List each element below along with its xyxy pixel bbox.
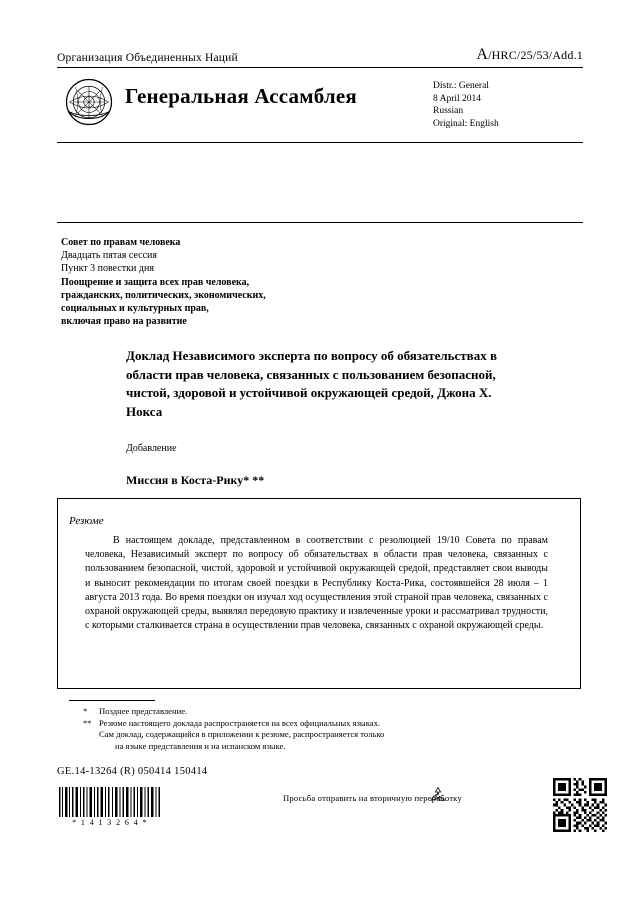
- footnotes: [83, 706, 543, 752]
- document-symbol: [476, 46, 583, 64]
- footnote-mark: **: [83, 717, 92, 728]
- summary-label: Резюме: [69, 515, 104, 527]
- header-rule-middle: [57, 142, 583, 143]
- document-symbol-prefix: A: [476, 46, 489, 63]
- document-header: [57, 46, 583, 143]
- footnote-text: Позднее представление.: [99, 706, 188, 716]
- distr-line-4: Original: English: [433, 118, 499, 129]
- council-name: Совет по правам человека: [61, 237, 181, 248]
- mission-heading: Миссия в Коста-Рику* **: [126, 473, 265, 487]
- distribution-block: [433, 80, 583, 130]
- recycle-icon: [429, 786, 447, 804]
- footnote-separator: [69, 700, 155, 701]
- distr-line-3: Russian: [433, 106, 464, 116]
- footnote-4: [83, 741, 543, 753]
- header-title-block: [57, 68, 583, 142]
- council-agenda-item: Пункт 3 повестки дня: [61, 263, 154, 275]
- council-session: Двадцать пятая сессия: [61, 250, 157, 262]
- barcode-number: * 1 4 1 3 2 6 4 *: [72, 818, 148, 827]
- distr-line-2: 8 April 2014: [433, 93, 482, 104]
- assembly-title: Генеральная Ассамблея: [125, 84, 357, 108]
- summary-text: В настоящем докладе, представленном в соответствии с резолюцией 19/10 Совета по правам человека, Независимый эксперт по вопросу об обязательствах в области прав человека, связанных с пользованием безопасной, чистой, здоровой и устойчивой окружающей средой, представляет свои выводы и выносит рекомендации по итогам своей поездки в Республику Коста-Рика, состоявшейся 28 июля – 1 августа 2013 года. Во время поездки он изучал ход осуществления этой страной прав человека, связанных с охраной окружающей среды, выявлял передовую практику и извлеченные уроки и рассматривал трудности, с которыми сталкивается страна в осуществлении прав человека, связанных с охраной окружающей среды.: [85, 535, 548, 632]
- agenda-title-line-1: Поощрение и защита всех прав человека,: [61, 276, 250, 288]
- footnote-1: [83, 706, 543, 718]
- section-rule: [57, 222, 583, 223]
- agenda-title-line-4: включая право на развитие: [61, 316, 187, 328]
- footnote-mark: [83, 741, 99, 753]
- un-emblem-icon: [65, 78, 113, 126]
- footnote-text: Сам доклад, содержащийся в приложении к резюме, распространяется только: [99, 729, 385, 740]
- footnote-2: [83, 718, 543, 730]
- page-title: Доклад Независимого эксперта по вопросу об обязательствах в области прав человека, связанных с пользованием безопасной, чистой, здоровой и устойчивой окружающей средой, Джона Х. Нокса: [126, 348, 497, 419]
- distr-line-1: Distr.: General: [433, 81, 489, 91]
- agenda-title-line-3: социальных и культурных прав,: [61, 303, 209, 315]
- council-session-block: [61, 236, 481, 328]
- footnote-mark: [83, 729, 99, 741]
- organization-name: Организация Объединенных Наций: [57, 52, 238, 64]
- footnote-text: Резюме настоящего доклада распространяется на всех официальных языках.: [99, 717, 381, 728]
- header-top-row: [57, 46, 583, 67]
- qr-code: [553, 778, 607, 832]
- footnote-3: [83, 729, 543, 741]
- footnote-mark: *: [83, 706, 88, 716]
- agenda-title-line-2: гражданских, политических, экономических,: [61, 289, 266, 301]
- document-symbol-suffix: /HRC/25/53/Add.1: [488, 48, 583, 62]
- footnote-text: на языке представления и на испанском языке.: [115, 740, 286, 751]
- ge-code: GE.14-13264 (R) 050414 150414: [57, 766, 208, 777]
- recycle-text: Просьба отправить на вторичную переработку: [283, 793, 462, 803]
- barcode: [57, 787, 163, 817]
- addendum-label: Добавление: [126, 443, 177, 454]
